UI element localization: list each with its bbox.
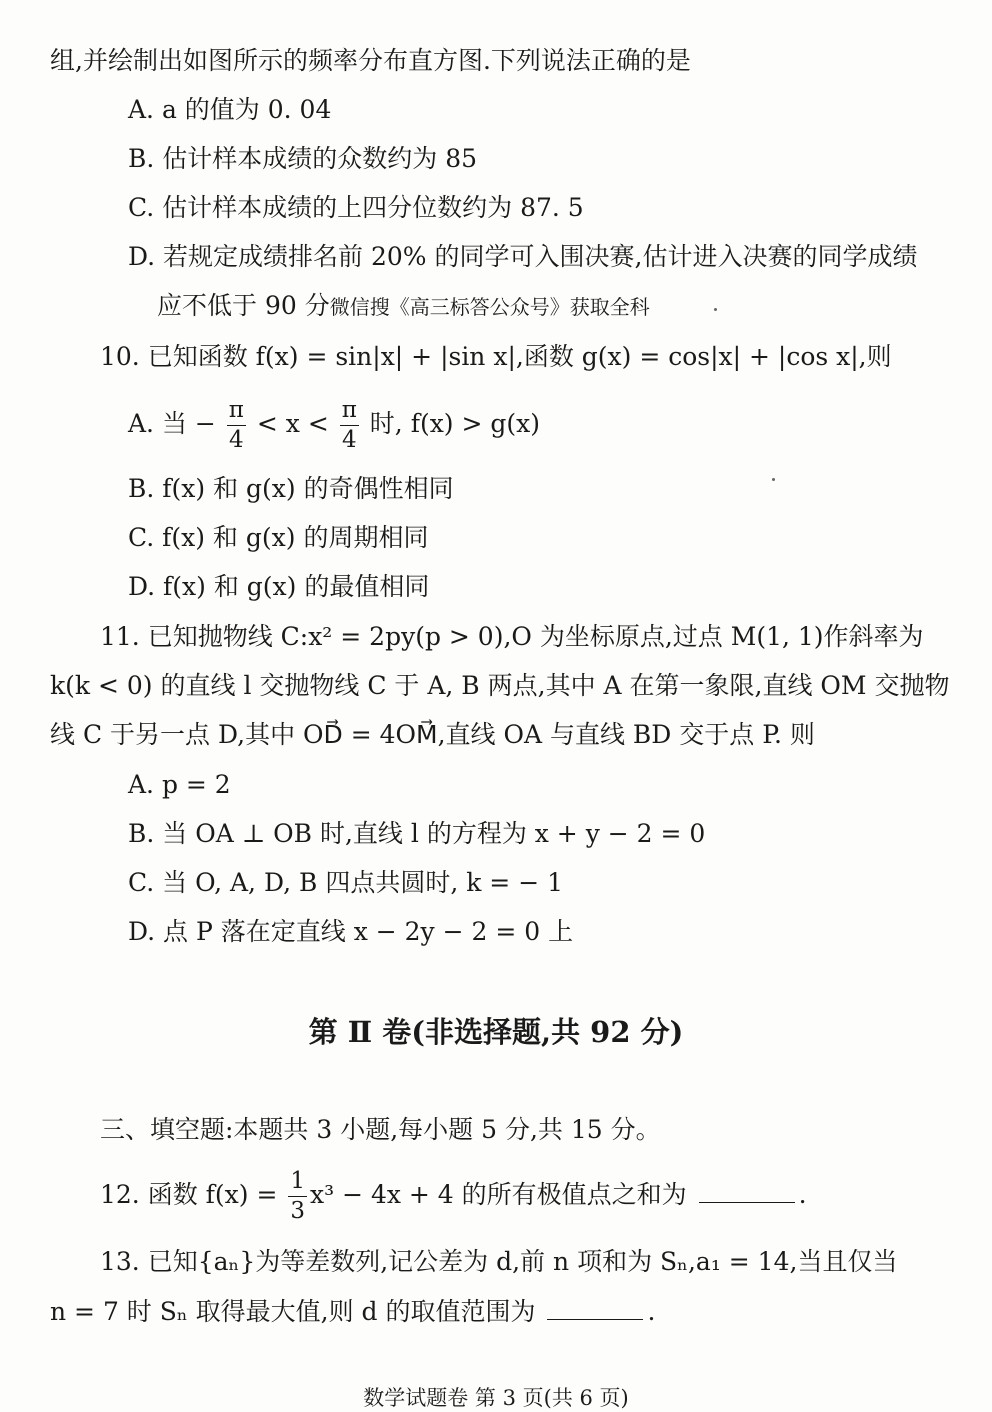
q10-a-mid: < x < (256, 409, 329, 438)
fraction-numerator: 1 (288, 1170, 307, 1197)
q10-a-fraction-right (340, 399, 359, 452)
scan-speck (772, 478, 775, 481)
q10-a-fraction-left (227, 399, 246, 452)
q10-option-d: D. f(x) 和 g(x) 的最值相同 (128, 572, 430, 601)
q9-option-d-text: 应不低于 90 分 (157, 291, 330, 320)
q12-fraction (288, 1170, 307, 1223)
q11-stem-line1: 11. 已知抛物线 C:x² = 2py(p > 0),O 为坐标原点,过点 M(1, 1)作斜率为 (100, 622, 924, 651)
q13-stem-line1: 13. 已知{aₙ}为等差数列,记公差为 d,前 n 项和为 Sₙ,a₁ = 14,当且仅当 (100, 1247, 898, 1276)
q9-option-c: C. 估计样本成绩的上四分位数约为 87. 5 (128, 193, 584, 222)
fraction-denominator: 4 (229, 427, 244, 453)
q10-option-b: B. f(x) 和 g(x) 的奇偶性相同 (128, 474, 454, 503)
q12-suffix: x³ − 4x + 4 的所有极值点之和为 (310, 1180, 687, 1209)
q9-option-d-line2 (157, 289, 650, 324)
q10-a-suffix: 时, f(x) > g(x) (369, 409, 540, 438)
q11-option-c: C. 当 O, A, D, B 四点共圆时, k = − 1 (128, 868, 563, 897)
q10-stem: 10. 已知函数 f(x) = sin|x| + |sin x|,函数 g(x) = cos|x| + |cos x|,则 (100, 342, 892, 371)
q9-option-b: B. 估计样本成绩的众数约为 85 (128, 144, 478, 173)
q13-line2-text: n = 7 时 Sₙ 取得最大值,则 d 的取值范围为 (50, 1297, 536, 1326)
fraction-denominator: 4 (341, 427, 357, 453)
answer-blank[interactable] (699, 1180, 795, 1203)
watermark-text: 微信搜《高三标答公众号》获取全科 (329, 295, 650, 319)
q12-stem (100, 1165, 807, 1225)
q9-stem-tail: 组,并绘制出如图所示的频率分布直方图.下列说法正确的是 (50, 46, 691, 75)
fraction-numerator: π (340, 399, 359, 426)
page-footer: 数学试题卷 第 3 页(共 6 页) (363, 1386, 629, 1410)
q11-stem-line2: k(k < 0) 的直线 l 交抛物线 C 于 A, B 两点,其中 A 在第一象限,直线 OM 交抛物 (50, 671, 950, 700)
q10-option-c: C. f(x) 和 g(x) 的周期相同 (128, 523, 429, 552)
scan-speck (714, 308, 717, 311)
q11-option-a: A. p = 2 (128, 770, 231, 799)
q10-option-a (128, 394, 540, 454)
q11-stem-line3: 线 C 于另一点 D,其中 OD⃗ = 4OM⃗,直线 OA 与直线 BD 交于点 P. 则 (50, 720, 815, 749)
fraction-numerator: π (227, 399, 246, 426)
section3-header: 三、填空题:本题共 3 小题,每小题 5 分,共 15 分。 (100, 1115, 661, 1144)
q13-end: . (647, 1297, 656, 1326)
q12-end: . (798, 1180, 807, 1209)
q9-option-d-line1: D. 若规定成绩排名前 20% 的同学可入围决赛,估计进入决赛的同学成绩 (128, 242, 918, 271)
q13-stem-line2 (50, 1295, 655, 1329)
answer-blank[interactable] (547, 1297, 643, 1320)
section-title: 第 Ⅱ 卷(非选择题,共 92 分) (308, 1015, 684, 1049)
q10-a-prefix: A. 当 − (128, 409, 216, 438)
q9-option-a: A. a 的值为 0. 04 (128, 95, 332, 124)
q12-prefix: 12. 函数 f(x) = (100, 1180, 278, 1209)
fraction-denominator: 3 (290, 1198, 305, 1224)
q11-option-d: D. 点 P 落在定直线 x − 2y − 2 = 0 上 (128, 917, 574, 946)
q11-option-b: B. 当 OA ⊥ OB 时,直线 l 的方程为 x + y − 2 = 0 (128, 819, 706, 848)
